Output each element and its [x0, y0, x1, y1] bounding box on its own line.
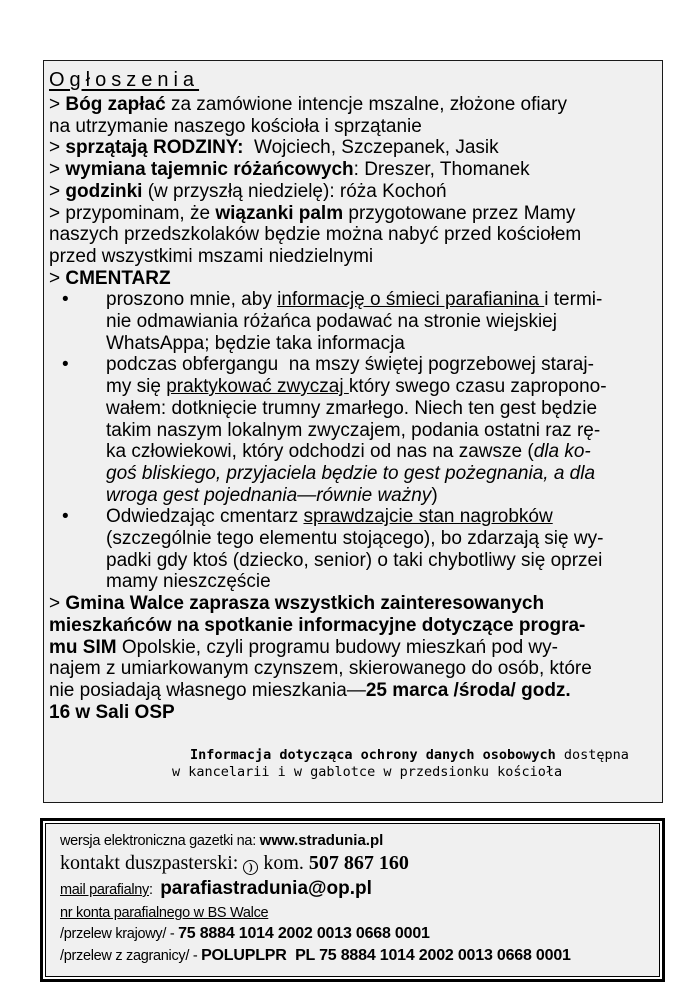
bullet-marker: • [62, 354, 69, 376]
text-run: naszych przedszkolaków będzie można nabyć przed kościołem [49, 224, 582, 246]
domestic-transfer-line [60, 923, 647, 945]
text-line [49, 398, 656, 420]
text-run: wersja elektroniczna gazetki na: [60, 833, 260, 849]
announcements-box [43, 60, 663, 803]
text-line [49, 571, 656, 593]
announcements-lines [49, 94, 656, 780]
text-line [49, 441, 656, 463]
text-run: > przypominam, że [49, 202, 216, 224]
text-run: w kancelarii i w gablotce w przedsionku kościoła [172, 763, 563, 780]
text-run: Gmina Walce zaprasza wszystkich zainteresowanych [65, 593, 545, 615]
text-run: przygotowane przez Mamy [343, 202, 576, 224]
text-run: wiązanki palm [215, 202, 344, 224]
text-run: sprawdzajcie stan nagrobków [303, 506, 553, 528]
phone-icon: ) [243, 860, 258, 875]
text-run: ka człowiekowi, który odchodzi od nas na zawsze ( [106, 441, 534, 463]
text-run: przed wszystkimi mszami niedzielnymi [49, 245, 374, 267]
text-run: : Dreszer, Thomanek [353, 159, 530, 181]
text-line [49, 289, 656, 311]
text-run: na utrzymanie naszego kościoła i sprzątanie [49, 115, 422, 137]
text-run: dostępna [555, 747, 629, 764]
text-run: (w przyszłą niedzielę): róża Kochoń [142, 180, 447, 202]
text-run: 507 867 160 [308, 852, 409, 874]
text-line [49, 528, 656, 550]
text-run: kom. [258, 852, 309, 874]
contact-lines [60, 831, 647, 967]
text-run: mamy nieszczęście [106, 571, 271, 593]
text-run: Opolskie, czyli programu budowy mieszkań pod wy- [116, 636, 558, 658]
text-line [49, 615, 656, 637]
text-run: wymiana tajemnic różańcowych [65, 159, 354, 181]
text-run: mieszkańców na spotkanie informacyjne dotyczące progra- [49, 614, 586, 636]
text-run: Wojciech, Szczepanek, Jasik [243, 137, 499, 159]
text-run: takim naszym lokalnym zwyczajem, podania ostatni raz rę- [106, 419, 601, 441]
text-run: godzinki [65, 180, 143, 202]
text-run: wroga gest pojednania—równie ważny [106, 484, 432, 506]
text-run: padki gdy ktoś (dziecko, senior) o taki chybotliwy się oprzei [106, 549, 603, 571]
text-run: nie odmawiania różańca podawać na stronie wiejskiej [106, 311, 557, 333]
text-line [49, 246, 656, 268]
text-run: który swego czasu zapropono- [348, 376, 607, 398]
text-run: www.stradunia.pl [259, 832, 384, 849]
text-run: mu SIM [49, 636, 117, 658]
text-run: > [49, 94, 66, 115]
text-line [49, 420, 656, 442]
text-run: kontakt duszpasterski: [60, 852, 244, 874]
text-run: sprzątają RODZINY: [65, 137, 244, 159]
phone-line [60, 851, 647, 876]
text-run: najem z umiarkowanym czynszem, skierowanego do osób, które [49, 658, 592, 680]
text-run: dla ko- [533, 441, 591, 463]
text-line [49, 203, 656, 225]
text-run: 25 marca /środa/ godz. [365, 679, 571, 701]
text-line [49, 268, 656, 290]
privacy-note-line [49, 764, 656, 781]
text-run: Odwiedzając cmentarz [106, 506, 304, 528]
text-run: (szczególnie tego elementu stojącego), bo zdarzają się wy- [106, 528, 604, 550]
text-line [49, 376, 656, 398]
account-header-line [60, 903, 647, 923]
text-run: podczas obfergangu na mszy świętej pogrzebowej staraj- [106, 354, 594, 376]
text-line [49, 680, 656, 702]
text-line [49, 333, 656, 355]
text-run: goś bliskiego, przyjaciela będzie to gest pożegnania, a dla [106, 462, 596, 484]
text-run: informację o śmieci parafianina [277, 289, 545, 311]
text-run: 16 w Sali OSP [49, 701, 175, 723]
email-line [60, 876, 647, 903]
text-run: za zamówione intencje mszalne, złożone ofiary [165, 94, 567, 115]
text-line [49, 311, 656, 333]
text-line [49, 702, 656, 724]
text-line [49, 224, 656, 246]
text-run: WhatsAppa; będzie taka informacja [106, 332, 405, 354]
text-run: /przelew krajowy/ - [60, 926, 179, 942]
text-run: my się [106, 376, 167, 398]
text-line [49, 159, 656, 181]
text-run: nr konta parafialnego w BS Walce [60, 905, 269, 921]
text-run: Bóg zapłać [65, 94, 166, 115]
contact-box-inner [45, 823, 660, 977]
text-run: wałem: dotknięcie trumny zmarłego. Niech ten gest będzie [106, 397, 598, 419]
text-run: nie posiadają własnego mieszkania— [49, 679, 366, 701]
text-line [49, 116, 656, 138]
text-run: POLUPLPR PL 75 8884 1014 2002 0013 0668 0001 [201, 947, 571, 964]
text-run: > [49, 267, 66, 289]
text-line [49, 485, 656, 507]
text-line [49, 181, 656, 203]
text-run: 75 8884 1014 2002 0013 0668 0001 [178, 925, 430, 942]
text-run: i termi- [544, 289, 603, 311]
text-run: ) [431, 484, 438, 506]
text-line [49, 354, 656, 376]
announcements-title: Ogłoszenia [49, 69, 200, 91]
text-run: /przelew z zagranicy/ - [60, 948, 202, 964]
text-line [49, 637, 656, 659]
text-run: CMENTARZ [65, 267, 171, 289]
text-run: > [49, 137, 66, 159]
text-run: parafiastradunia@op.pl [160, 878, 372, 899]
text-line [49, 593, 656, 615]
text-run: > [49, 159, 66, 181]
text-line [49, 137, 656, 159]
contact-box [40, 818, 665, 982]
text-line [49, 94, 656, 116]
text-line [49, 658, 656, 680]
text-run: mail parafialny [60, 882, 149, 898]
text-run: Informacja dotycząca ochrony danych osobowych [190, 747, 556, 764]
text-run: > [49, 593, 66, 615]
text-line [49, 506, 656, 528]
privacy-note-line [49, 747, 656, 764]
text-run: : [149, 882, 161, 898]
text-run: praktykować zwyczaj [166, 376, 349, 398]
text-line [49, 463, 656, 485]
text-run: proszono mnie, aby [106, 289, 278, 311]
foreign-transfer-line [60, 945, 647, 967]
website-line [60, 831, 647, 851]
text-run: > [49, 180, 66, 202]
bullet-marker: • [62, 506, 69, 528]
text-line [49, 550, 656, 572]
bullet-marker: • [62, 289, 69, 311]
